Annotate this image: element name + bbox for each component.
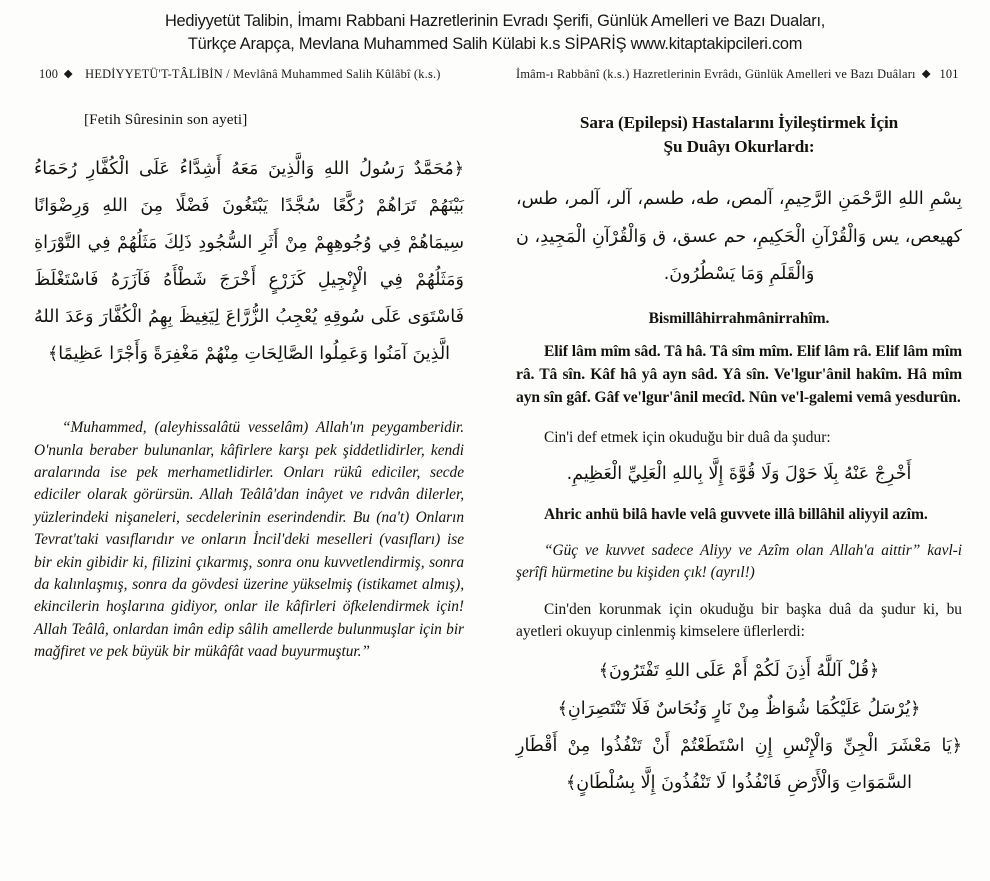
diamond-ornament-icon: ◆ bbox=[63, 67, 73, 80]
translation-fatih: “Muhammed, (aleyhissalâtü vesselâm) Allah'ın peygamberidir. O'nunla beraber bulunanlar, kâfirlere karşı pek şiddetlidirler, kendi aralarında ise pek merhametlidirler. Onları rükû ediciler, secde ediciler olarak görürsün. Allah Teâlâ'dan inâyet ve rıdvân dilerler, yüzlerindeki nişaneleri, secdelerinin eserindendir. Bu (na't) Onların Tevrat'taki vasıflarıdır ve onların İncil'deki meselleri (vasıfları) ise bir ekin gibidir ki, filizini çıkarmış, sonra onu kuvvetlendirmiş, sonra da kalınlaşmış, sonra da gövdesi üzerine yükselmiş (istikamet almış), ekincilerin hoşlarına gidiyor, onlar ile kâfirleri öfkelendirmek için! Allah Teâlâ, onlardan imân edip sâlih amellerde bulunmuşlar için bir mağfiret ve pek büyük bir mükâfât vaad buyurmuştur.” bbox=[34, 419, 464, 661]
spacer bbox=[516, 409, 962, 427]
promo-banner-line-1: Hediyyetüt Talibin, İmamı Rabbani Hazretlerinin Evradı Şerifi, Günlük Amelleri ve Bazı Duaları, bbox=[164, 12, 826, 30]
spacer bbox=[516, 171, 962, 181]
bracket-note: [Fetih Sûresinin son ayeti] bbox=[84, 110, 248, 128]
page-number-left: 100 bbox=[39, 66, 59, 81]
promo-banner-line-2: Türkçe Arapça, Mevlana Muhammed Salih Külabi k.s SİPARİŞ www.kitaptakipcileri.com bbox=[187, 35, 803, 54]
cin-def-translation: “Güç ve kuvvet sadece Aliyy ve Azîm olan Allah'a aittir” kavl-i şerîfi hürmetine bu kişiden çık! (ayrıl!) bbox=[516, 541, 962, 582]
spacer bbox=[516, 293, 962, 307]
arabic-verse-fatih: ﴿مُحَمَّدٌ رَسُولُ اللهِ وَالَّذِينَ مَعَهُ أَشِدَّاءُ عَلَى الْكُفَّارِ رُحَمَاءُ بَيْنَهُمْ تَرَاهُمْ رُكَّعًا سُجَّدًا يَبْتَغُونَ فَضْلًا مِنَ اللهِ وَرِضْوَانًا سِيمَاهُمْ فِي وُجُوهِهِمْ مِنْ أَثَرِ السُّجُودِ ذَلِكَ مَثَلُهُمْ فِي التَّوْرَاةِ وَمَثَلُهُمْ فِي الْإِنْجِيلِ كَزَرْعٍ أَخْرَجَ شَطْأَهُ فَآزَرَهُ فَاسْتَغْلَظَ فَاسْتَوَى عَلَى سُوقِهِ يُعْجِبُ الزُّرَّاعَ لِيَغِيظَ بِهِمُ الْكُفَّارَ وَعَدَ اللهُ الَّذِينَ آمَنُوا وَعَمِلُوا الصَّالِحَاتِ مِنْهُمْ مَغْفِرَةً وَأَجْرًا عَظِيمًا﴾ bbox=[34, 158, 464, 365]
spacer bbox=[34, 373, 464, 417]
page-number-right: 101 bbox=[939, 66, 959, 81]
section-title-line-2: Şu Duâyı Okurlardı: bbox=[663, 137, 815, 157]
arabic-cin-def-dua: أَخْرِجْ عَنْهُ بِلَا حَوْلَ وَلَا قُوَّةَ إِلَّا بِاللهِ الْعَلِيِّ الْعَظِيمِ. bbox=[566, 463, 912, 484]
arabic-ayet-3: ﴿يَا مَعْشَرَ الْجِنِّ وَالْإِنْسِ إِنِ اسْتَطَعْتُمْ أَنْ تَنْفُذُوا مِنْ أَقْطَارِ السَّمَوَاتِ وَالْأَرْضِ فَانْفُذُوا لَا تَنْفُذُونَ إِلَّا بِسُلْطَانٍ﴾ bbox=[516, 735, 962, 793]
spacer bbox=[516, 493, 962, 503]
spacer bbox=[516, 585, 962, 599]
running-head-right-title: İmâm-ı Rabbânî (k.s.) Hazretlerinin Evrâdı, Günlük Amelleri ve Bazı Duâları bbox=[516, 66, 916, 81]
page-right bbox=[494, 67, 990, 866]
arabic-huruf-mukattaat: بِسْمِ اللهِ الرَّحْمَنِ الرَّحِيمِ، آلمص، طه، طسم، آلر، آلمر، طس، كهيعص، يس وَالْقُرْآنِ الْحَكِيمِ، حم عسق، ق وَالْقُرْآنِ الْمَجِيدِ، ن وَالْقَلَمِ وَمَا يَسْطُرُونَ. bbox=[516, 189, 962, 284]
cin-def-transliteration: Ahric anhü bilâ havle velâ guvvete illâ billâhil aliyyil azîm. bbox=[544, 505, 928, 523]
section-title bbox=[516, 111, 962, 160]
book-spread bbox=[0, 61, 990, 866]
spacer bbox=[516, 643, 962, 653]
promo-banner bbox=[0, 0, 990, 61]
cin-korunmak-intro: Cin'den korunmak için okuduğu bir başka duâ da şudur ki, bu ayetleri okuyup cinlenmiş kimselere üflerlerdi: bbox=[516, 600, 962, 640]
diamond-ornament-icon: ◆ bbox=[921, 67, 931, 80]
arabic-ayet-1: ﴿قُلْ آللَّهُ أَذِنَ لَكُمْ أَمْ عَلَى اللهِ تَفْتَرُونَ﴾ bbox=[598, 661, 880, 682]
spacer bbox=[516, 526, 962, 540]
spacer bbox=[516, 330, 962, 340]
running-head-left bbox=[34, 67, 464, 83]
section-title-line-1: Sara (Epilepsi) Hastalarını İyileştirmek İçin bbox=[579, 112, 899, 132]
cin-def-intro: Cin'i def etmek için okuduğu bir duâ da şudur: bbox=[544, 429, 831, 447]
arabic-ayet-2: ﴿يُرْسَلُ عَلَيْكُمَا شُوَاظٌ مِنْ نَارٍ وَنُحَاسٌ فَلَا تَنْتَصِرَانِ﴾ bbox=[557, 698, 921, 719]
page-left bbox=[0, 67, 494, 866]
basmala-transliteration: Bismillâhirrahmânirrahîm. bbox=[648, 309, 830, 327]
huruf-transliteration: Elif lâm mîm sâd. Tâ hâ. Tâ sîm mîm. Elif lâm râ. Elif lâm mîm râ. Tâ sîn. Kâf hâ yâ ayn sâd. Yâ sîn. Ve'lgur'ânil hakîm. Hâ mîm ayn sîn gâf. Gâf ve'lgur'ânil mecîd. Nûn ve'l-galemi vemâ yesdurûn. bbox=[516, 342, 962, 406]
running-head-right bbox=[516, 67, 962, 83]
running-head-left-title: HEDİYYETÜ'T-TÂLİBİN / Mevlânâ Muhammed Salih Kûlâbî (k.s.) bbox=[85, 66, 441, 81]
